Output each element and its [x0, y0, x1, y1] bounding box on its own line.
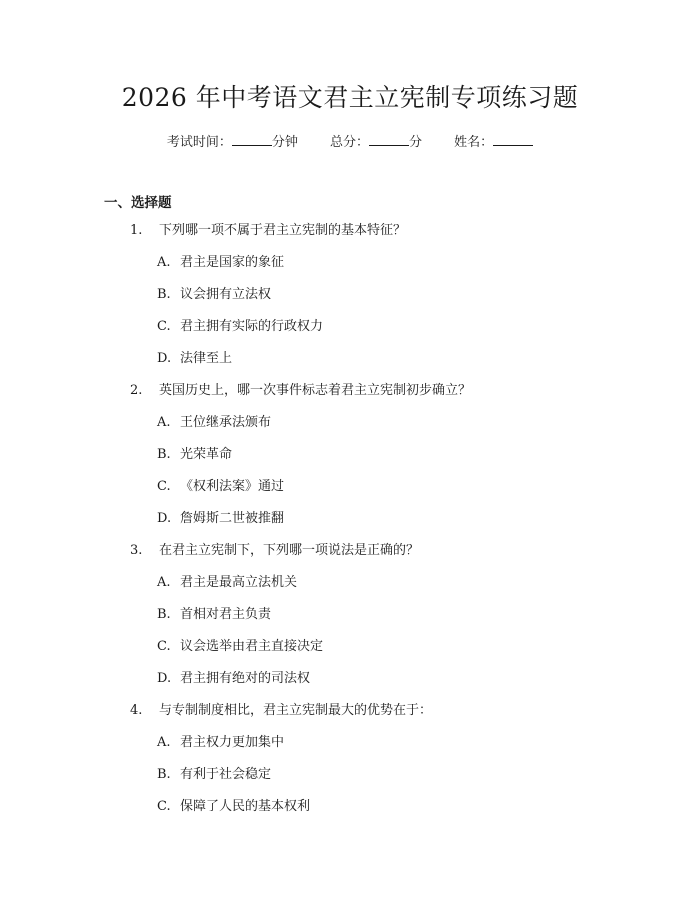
option-text: 君主是最高立法机关 — [180, 575, 298, 590]
option-text: 君主权力更加集中 — [180, 735, 285, 750]
option-letter: C. — [157, 799, 171, 814]
answer-option — [0, 350, 700, 382]
option-letter: B. — [157, 447, 171, 462]
student-name-label: 姓名： — [454, 135, 494, 150]
answer-option — [0, 414, 700, 446]
student-name-blank — [493, 133, 533, 146]
question-number: 3. — [130, 543, 143, 558]
answer-option — [0, 606, 700, 638]
answer-option — [0, 446, 700, 478]
option-text: 光荣革命 — [180, 447, 233, 462]
option-letter: C. — [157, 319, 171, 334]
question-list — [0, 222, 700, 830]
option-letter: A. — [157, 255, 171, 270]
section-heading: 一、选择题 — [104, 195, 172, 211]
option-text: 君主拥有绝对的司法权 — [180, 671, 311, 686]
option-text: 保障了人民的基本权利 — [180, 799, 311, 814]
option-text: 詹姆斯二世被推翻 — [180, 511, 285, 526]
question-stem — [0, 542, 700, 574]
question-text: 在君主立宪制下，下列哪一项说法是正确的？ — [159, 543, 420, 558]
question-text: 下列哪一项不属于君主立宪制的基本特征？ — [159, 223, 407, 238]
question-text: 与专制制度相比，君主立宪制最大的优势在于： — [159, 703, 433, 718]
option-letter: A. — [157, 415, 171, 430]
total-score-label: 总分： — [329, 135, 369, 150]
question-stem — [0, 382, 700, 414]
option-letter: B. — [157, 287, 171, 302]
question-stem — [0, 222, 700, 254]
option-text: 议会选举由君主直接决定 — [180, 639, 324, 654]
question-number: 4. — [130, 703, 143, 718]
answer-option — [0, 510, 700, 542]
option-text: 君主是国家的象征 — [180, 255, 285, 270]
exam-time-label: 考试时间： — [166, 135, 232, 150]
answer-option — [0, 478, 700, 510]
exam-time-field — [167, 131, 298, 150]
total-score-unit: 分 — [409, 135, 423, 150]
option-text: 《权利法案》通过 — [180, 479, 285, 494]
question-text: 英国历史上，哪一次事件标志着君主立宪制初步确立？ — [159, 383, 472, 398]
option-text: 君主拥有实际的行政权力 — [180, 319, 324, 334]
option-text: 议会拥有立法权 — [180, 287, 272, 302]
option-letter: D. — [157, 671, 172, 686]
answer-option — [0, 734, 700, 766]
answer-option — [0, 254, 700, 286]
answer-option — [0, 318, 700, 350]
option-letter: C. — [157, 479, 171, 494]
question-number: 1. — [130, 223, 143, 238]
option-letter: B. — [157, 767, 171, 782]
option-text: 法律至上 — [180, 351, 233, 366]
option-letter: A. — [157, 735, 171, 750]
exam-info-line — [0, 131, 700, 150]
exam-time-blank — [232, 133, 272, 146]
option-letter: D. — [157, 511, 172, 526]
option-text: 王位继承法颁布 — [180, 415, 272, 430]
answer-option — [0, 798, 700, 830]
answer-option — [0, 766, 700, 798]
question-stem — [0, 702, 700, 734]
question-number: 2. — [130, 383, 143, 398]
answer-option — [0, 574, 700, 606]
option-letter: C. — [157, 639, 171, 654]
option-text: 首相对君主负责 — [180, 607, 272, 622]
answer-option — [0, 638, 700, 670]
student-name-field — [454, 131, 533, 150]
answer-option — [0, 670, 700, 702]
exam-time-unit: 分钟 — [271, 135, 298, 150]
answer-option — [0, 286, 700, 318]
option-letter: D. — [157, 351, 172, 366]
exam-title: 2026 年中考语文君主立宪制专项练习题 — [121, 83, 579, 112]
option-letter: A. — [157, 575, 171, 590]
total-score-field — [330, 131, 422, 150]
option-letter: B. — [157, 607, 171, 622]
option-text: 有利于社会稳定 — [180, 767, 272, 782]
total-score-blank — [369, 133, 409, 146]
